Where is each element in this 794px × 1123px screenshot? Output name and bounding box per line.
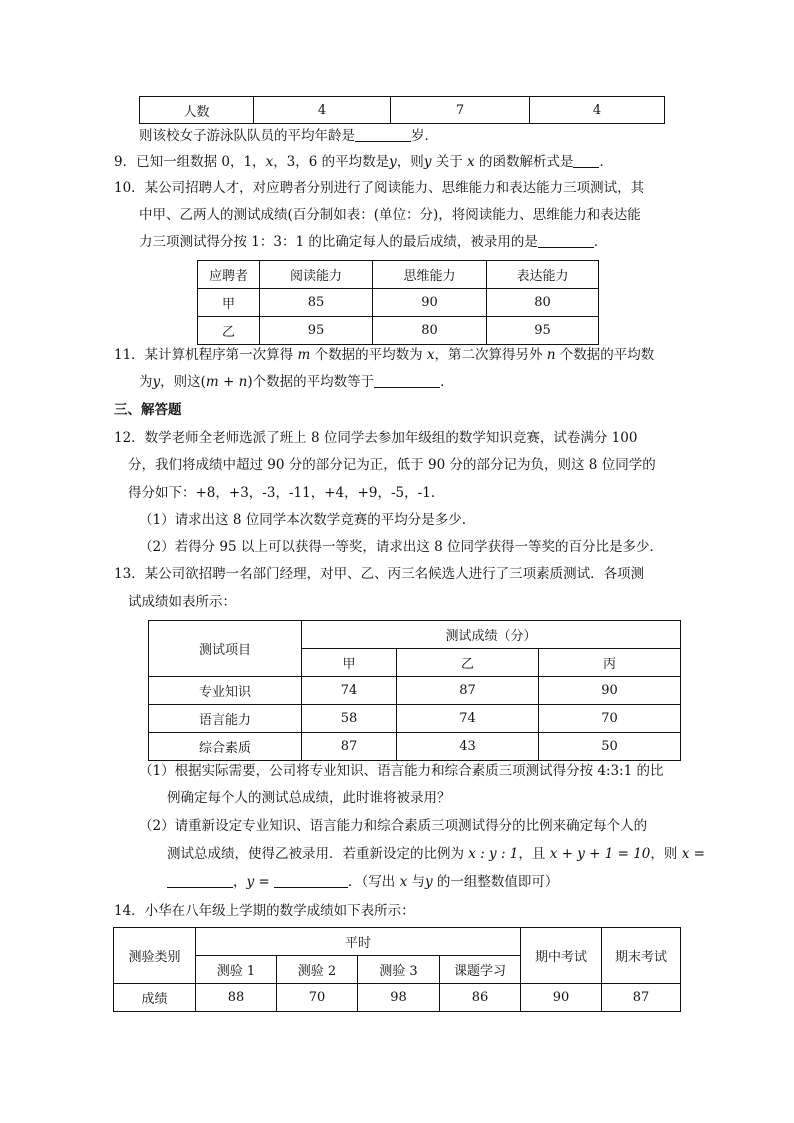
section-heading: 三、解答题 [114, 402, 182, 418]
question-12-line-1: 12．数学老师全老师选派了班上 8 位同学去参加年级组的数学知识竞赛，试卷满分 100 [114, 430, 638, 446]
table-header: 应聘者 [198, 261, 260, 289]
table-cell: 74 [302, 677, 397, 705]
table-header: 表达能力 [487, 261, 599, 289]
question-11-line-1: 11．某计算机程序第一次算得 m 个数据的平均数为 x，第二次算得另外 n 个数据的平均数 [114, 347, 655, 363]
table-cell: 90 [373, 289, 487, 317]
age-table-cell: 7 [391, 97, 530, 124]
table-cell: 70 [539, 705, 681, 733]
q10-score-table [197, 260, 599, 345]
question-13-sub-1-b: 例确定每个人的测试总成绩，此时谁将被录用？ [167, 790, 451, 806]
table-cell: 乙 [198, 317, 260, 345]
table-header: 测验类别 [114, 928, 196, 984]
table-header: 测试项目 [149, 621, 302, 677]
table-cell: 85 [260, 289, 373, 317]
table-header: 思维能力 [373, 261, 487, 289]
table-cell: 50 [539, 733, 681, 761]
table-cell: 80 [487, 289, 599, 317]
table-cell: 专业知识 [149, 677, 302, 705]
table-cell: 58 [302, 705, 397, 733]
q14-score-table [113, 927, 681, 1012]
table-header: 甲 [302, 649, 397, 677]
table-cell: 综合素质 [149, 733, 302, 761]
table-cell: 95 [487, 317, 599, 345]
question-10-line-1: 10．某公司招聘人才，对应聘者分别进行了阅读能力、思维能力和表达能力三项测试，其 [114, 180, 645, 196]
table-header: 测验 3 [358, 956, 440, 984]
table-header: 测验 1 [196, 956, 277, 984]
age-table-cell: 4 [254, 97, 391, 124]
age-table-cell: 4 [530, 97, 665, 124]
table-header: 测验 2 [277, 956, 358, 984]
question-12-sub-2: （2）若得分 95 以上可以获得一等奖，请求出这 8 位同学获得一等奖的百分比是多少． [139, 539, 664, 555]
question-13-line-1: 13．某公司欲招聘一名部门经理，对甲、乙、丙三名候选人进行了三项素质测试．各项测 [114, 566, 645, 582]
answer-blank[interactable] [573, 153, 599, 168]
table-header: 测试成绩（分） [302, 621, 681, 649]
table-cell: 80 [373, 317, 487, 345]
question-13-sub-2-a: （2）请重新设定专业知识、语言能力和综合素质三项测试得分的比例来确定每个人的 [139, 818, 648, 834]
answer-blank[interactable] [167, 873, 233, 888]
age-table [139, 96, 665, 124]
table-cell: 43 [397, 733, 539, 761]
table-cell: 74 [397, 705, 539, 733]
table-header: 课题学习 [440, 956, 521, 984]
question-10-line-3: 力三项测试得分按 1：3：1 的比确定每人的最后成绩，被录用的是 ． [139, 234, 608, 250]
table-cell: 98 [358, 984, 440, 1012]
answer-blank[interactable] [538, 233, 594, 248]
q13-score-table [148, 620, 681, 761]
table-header: 期末考试 [602, 928, 681, 984]
question-9: 9．已知一组数据 0，1，x，3，6 的平均数是y，则y 关于 x 的函数解析式是 ． [114, 154, 613, 170]
question-12-sub-1: （1）请求出这 8 位同学本次数学竞赛的平均分是多少. [139, 512, 467, 528]
table-cell: 70 [277, 984, 358, 1012]
answer-blank[interactable] [274, 873, 348, 888]
table-cell: 87 [302, 733, 397, 761]
question-11-line-2: 为y，则这(m + n)个数据的平均数等于 ． [139, 374, 454, 390]
question-12-line-2: 分，我们将成绩中超过 90 分的部分记为正，低于 90 分的部分记为负，则这 8 位同学的 [128, 457, 656, 473]
table-header: 丙 [539, 649, 681, 677]
table-cell: 87 [602, 984, 681, 1012]
question-13-sub-2-c: ，y = ．（写出 x 与y 的一组整数值即可） [167, 872, 558, 892]
table-header: 乙 [397, 649, 539, 677]
question-12-line-3: 得分如下：+8，+3，-3，-11，+4，+9，-5，-1. [128, 485, 436, 501]
question-14-line-1: 14．小华在八年级上学期的数学成绩如下表所示： [114, 903, 415, 919]
table-header: 期中考试 [521, 928, 602, 984]
age-table-row-label: 人数 [140, 97, 254, 124]
question-13-sub-2-b: 测试总成绩，使得乙被录用．若重新设定的比例为 x : y : 1，且 x + y + 1 = 10，则 x = [167, 846, 705, 862]
table-header: 阅读能力 [260, 261, 373, 289]
answer-blank[interactable] [355, 127, 411, 142]
question-13-line-2: 试成绩如表所示： [128, 594, 236, 610]
table-cell: 甲 [198, 289, 260, 317]
q8-tail: 则该校女子游泳队队员的平均年龄是 岁． [139, 128, 438, 144]
question-10-line-2: 中甲、乙两人的测试成绩(百分制如表：(单位：分)，将阅读能力、思维能力和表达能 [139, 207, 641, 223]
table-header: 平时 [196, 928, 521, 956]
table-cell: 90 [521, 984, 602, 1012]
question-13-sub-1-a: （1）根据实际需要，公司将专业知识、语言能力和综合素质三项测试得分按 4:3:1 的比 [139, 763, 664, 779]
table-row-label: 成绩 [114, 984, 196, 1012]
table-cell: 88 [196, 984, 277, 1012]
table-cell: 语言能力 [149, 705, 302, 733]
table-cell: 95 [260, 317, 373, 345]
table-cell: 86 [440, 984, 521, 1012]
answer-blank[interactable] [374, 373, 440, 388]
table-cell: 87 [397, 677, 539, 705]
table-cell: 90 [539, 677, 681, 705]
